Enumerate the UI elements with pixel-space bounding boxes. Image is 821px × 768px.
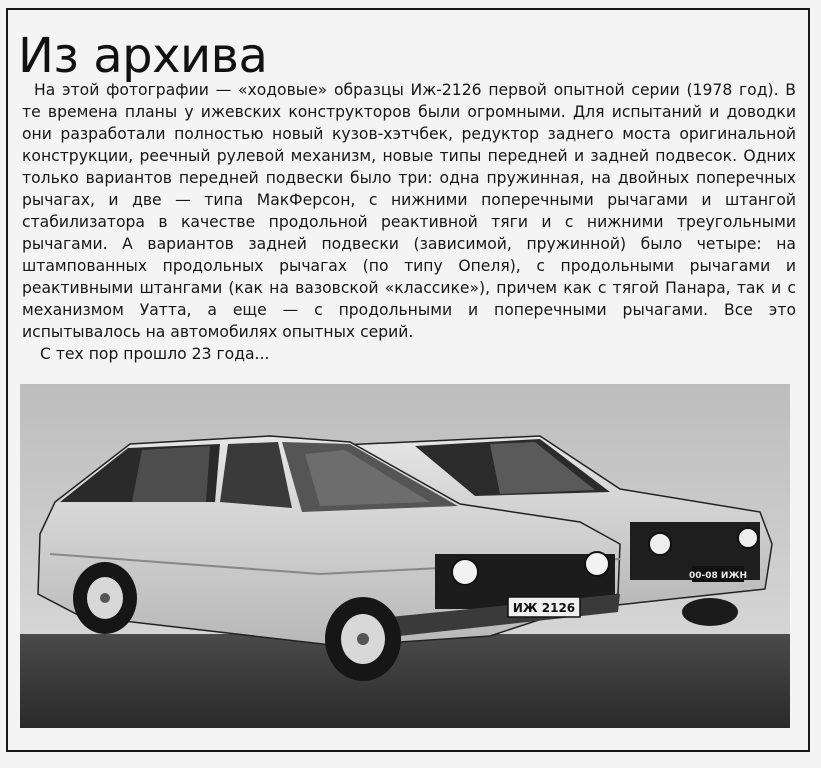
article-paragraph-2: С тех пор прошло 23 года...: [40, 345, 270, 363]
car-photo: [20, 384, 790, 728]
article-paragraph-1: На этой фотографии — «ходовые» образцы Иж-2126 первой опытной серии (1978 год). В те времена планы у ижевских конструкторов были огромными. Для испытаний и доводки они разработали полностью новый кузов-хэтчбек, редуктор заднего моста оригинальной конструкции, реечный рулевой механизм, новые типы передней и задней подвесок. Одних только вариантов передней подвески было три: одна пружинная, на двойных поперечных рычагах, и две — типа МакФерсон, с нижними поперечными рычагами и штангой стабилизатора в качестве продольной реактивной тяги и с нижними треугольными рычагами. А вариантов задней подвески (зависимой, пружинной) было четыре: на штампованных продольных рычагах (по типу Опеля), с продольными рычагами и реактивными штангами (как на вазовской «классике»), причем как с тягой Панара, так и с механизмом Уатта, а еще — с продольными и поперечными рычагами. Все это испытывалось на автомобилях опытных серий.: [22, 81, 796, 341]
ground: [20, 634, 790, 728]
wheel-rear-left: [73, 562, 137, 634]
article-title: Из архива: [18, 28, 268, 84]
car-illustration: [20, 384, 790, 728]
wheel-front-left: [325, 597, 401, 681]
front-car-plate-text: ИЖ 2126: [512, 601, 576, 615]
rear-car-plate-text: 00-08 ИЖН: [689, 571, 747, 581]
